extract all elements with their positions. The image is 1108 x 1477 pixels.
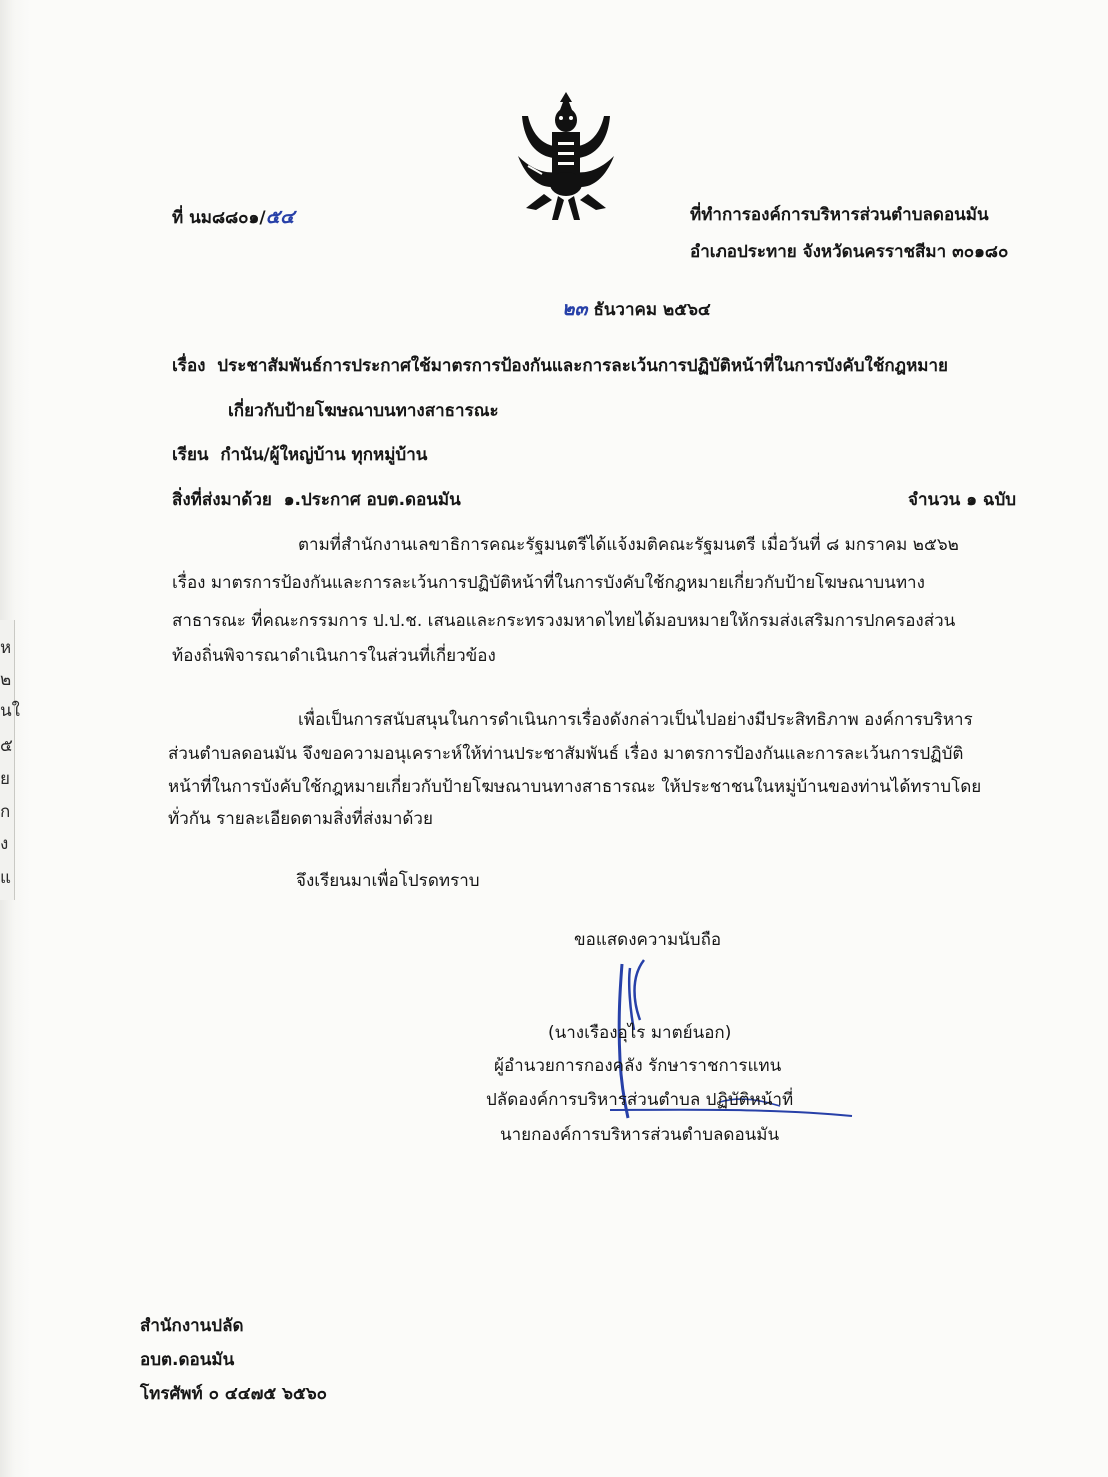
signer-title2: ปลัดองค์การบริหารส่วนตำบล ปฏิบัติหน้าที่ [486, 1090, 794, 1110]
edge-fragment: ง [0, 834, 9, 854]
body-paragraph2-line: เพื่อเป็นการสนับสนุนในการดำเนินการเรื่องดังกล่าวเป็นไปอย่างมีประสิทธิภาพ องค์การบริหาร [298, 710, 973, 730]
edge-fragment: นใ [0, 701, 20, 721]
footer-organization: อบต.ดอนมัน [140, 1350, 235, 1370]
body-paragraph1-line: สาธารณะ ที่คณะกรรมการ ป.ป.ช. เสนอและกระทรวงมหาดไทยได้มอบหมายให้กรมส่งเสริมการปกครองส่วน [172, 611, 956, 631]
closing-request: จึงเรียนมาเพื่อโปรดทราบ [296, 871, 480, 891]
signer-title3: นายกองค์การบริหารส่วนตำบลดอนมัน [500, 1125, 780, 1145]
edge-fragment: ๕ [0, 736, 13, 756]
handwritten-reference: ๕๔ [265, 206, 295, 228]
garuda-emblem-icon [514, 86, 618, 226]
recipient-line: เรียน กำนัน/ผู้ใหญ่บ้าน ทุกหมู่บ้าน [172, 445, 428, 465]
edge-fragment: ก [0, 802, 11, 822]
edge-fragment: ๒ [0, 670, 12, 690]
subject-line2: เกี่ยวกับป้ายโฆษณาบนทางสาธารณะ [228, 401, 499, 421]
footer-department: สำนักงานปลัด [140, 1316, 244, 1336]
subject-text: ประชาสัมพันธ์การประกาศใช้มาตรการป้องกันและการละเว้นการปฏิบัติหน้าที่ในการบังคับใช้กฎหมาย [217, 356, 949, 376]
enclosure-line: สิ่งที่ส่งมาด้วย ๑.ประกาศ อบต.ดอนมัน [172, 490, 461, 510]
footer-phone: โทรศัพท์ ๐ ๔๔๗๕ ๖๕๖๐ [140, 1384, 328, 1404]
handwritten-date-day: ๒๓ [562, 298, 588, 320]
subject-label: เรื่อง [172, 356, 206, 376]
signer-name: (นางเรืองอุไร มาตย์นอก) [548, 1023, 732, 1043]
signer-title1: ผู้อำนวยการกองคลัง รักษาราชการแทน [494, 1056, 782, 1076]
letter-date: ๒๓ ธันวาคม ๒๕๖๔ [562, 298, 711, 320]
edge-fragment: ย [0, 769, 10, 789]
office-address-line2: อำเภอประทาย จังหวัดนครราชสีมา ๓๐๑๘๐ [690, 242, 1009, 262]
reference-number: ที่ นม๘๘๐๑/๕๔ [172, 206, 295, 228]
body-paragraph1-line: เรื่อง มาตรการป้องกันและการละเว้นการปฏิบัติหน้าที่ในการบังคับใช้กฎหมายเกี่ยวกับป้ายโฆษณาบนทาง [172, 573, 925, 593]
edge-fragment: ห [0, 638, 12, 658]
office-address-line1: ที่ทำการองค์การบริหารส่วนตำบลดอนมัน [690, 205, 989, 225]
body-paragraph1-line: ท้องถิ่นพิจารณาดำเนินการในส่วนที่เกี่ยวข้อง [172, 646, 496, 666]
regards: ขอแสดงความนับถือ [574, 930, 722, 950]
underlying-page-edge [0, 620, 20, 900]
body-paragraph2-line: ส่วนตำบลดอนมัน จึงขอความอนุเคราะห์ให้ท่านประชาสัมพันธ์ เรื่อง มาตรการป้องกันและการละเว้นการปฏิบัติ [168, 744, 964, 764]
subject-line [172, 355, 948, 377]
body-paragraph2-line: ทั่วกัน รายละเอียดตามสิ่งที่ส่งมาด้วย [168, 809, 433, 829]
enclosure-count: จำนวน ๑ ฉบับ [908, 490, 1017, 510]
edge-fragment: แ [0, 868, 11, 888]
body-paragraph2-line: หน้าที่ในการบังคับใช้กฎหมายเกี่ยวกับป้ายโฆษณาบนทางสาธารณะ ให้ประชาชนในหมู่บ้านของท่านได้ทราบโดย [168, 777, 982, 797]
body-paragraph1-line: ตามที่สำนักงานเลขาธิการคณะรัฐมนตรีได้แจ้งมติคณะรัฐมนตรี เมื่อวันที่ ๘ มกราคม ๒๕๖๒ [298, 535, 959, 555]
